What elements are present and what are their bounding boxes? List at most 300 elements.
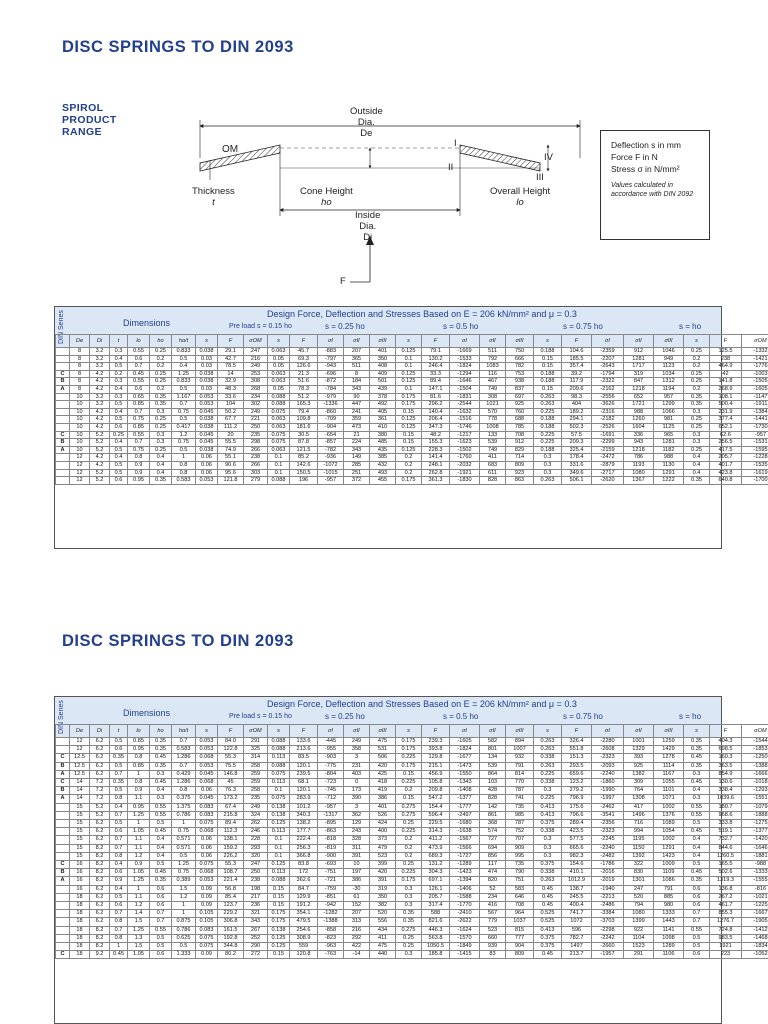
table-cell: 7.2 xyxy=(90,787,110,795)
table-cell: 0.55 xyxy=(684,926,710,934)
table-cell: 18 xyxy=(70,951,90,959)
table-cell: 322 xyxy=(624,861,654,869)
table-cell: 362.6 xyxy=(290,877,318,885)
series-cell xyxy=(56,416,70,424)
table-cell: 21.3 xyxy=(290,370,318,378)
table-cell: 0.413 xyxy=(534,803,562,811)
table-cell: 386 xyxy=(370,795,396,803)
table-cell: 492 xyxy=(370,401,396,409)
table-cell: -1551 xyxy=(742,795,768,803)
table-cell: 988 xyxy=(624,408,654,416)
table-cell: 154.6 xyxy=(562,861,592,869)
table-cell: 0.2 xyxy=(396,852,422,860)
table-cell: 0.6 xyxy=(110,869,128,877)
table-cell: 1021 xyxy=(480,401,506,409)
table-cell: 0.4 xyxy=(110,454,128,462)
table-cell: 0.225 xyxy=(534,431,562,439)
table-cell: 125.5 xyxy=(710,348,742,356)
series-cell xyxy=(56,393,70,401)
table-cell: 3.2 xyxy=(90,363,110,371)
table-cell: 55.1 xyxy=(218,454,244,462)
table-cell: 0.188 xyxy=(534,423,562,431)
table-cell: 0.2 xyxy=(684,355,710,363)
table-cell: 6.2 xyxy=(90,820,110,828)
table-cell: 411 xyxy=(480,454,506,462)
table-cell: 0.6 xyxy=(684,893,710,901)
table-cell: 50.2 xyxy=(218,408,244,416)
series-cell xyxy=(56,401,70,409)
table-cell: 0.113 xyxy=(268,779,290,787)
table-cell: -721 xyxy=(318,877,344,885)
table-cell: 226.2 xyxy=(218,852,244,860)
table-cell: 0.15 xyxy=(396,795,422,803)
table-cell: 0.2 xyxy=(396,454,422,462)
table-cell: -1217 xyxy=(450,431,480,439)
table-cell: -1830 xyxy=(450,477,480,485)
table-cell: 0.06 xyxy=(196,469,218,477)
table-cell: 14 xyxy=(218,370,244,378)
table-cell: 78.3 xyxy=(290,385,318,393)
table-cell: 0.2 xyxy=(150,385,172,393)
table-cell: 293.5 xyxy=(562,762,592,770)
table-cell: 912 xyxy=(506,439,534,447)
table-cell: 1291 xyxy=(654,469,684,477)
table-cell: 741.7 xyxy=(562,910,592,918)
table-cell: 1.5 xyxy=(128,943,150,951)
table-cell: -759 xyxy=(318,885,344,893)
series-cell xyxy=(56,926,70,934)
table-cell: -2245 xyxy=(592,836,624,844)
table-cell: 12 xyxy=(70,738,90,746)
table-cell: 0.083 xyxy=(196,811,218,819)
table-cell: 1.05 xyxy=(128,951,150,959)
table-cell: 252 xyxy=(244,934,268,942)
table-cell: -2093 xyxy=(592,762,624,770)
table-cell: -904 xyxy=(318,423,344,431)
table-cell: 523 xyxy=(480,926,506,934)
table-cell: 502.3 xyxy=(562,423,592,431)
table-cell: 0.038 xyxy=(196,423,218,431)
table-cell: 20 xyxy=(218,431,244,439)
series-cell xyxy=(56,902,70,910)
table-cell: 267.2 xyxy=(710,893,742,901)
table-cell: 0.9 xyxy=(128,787,150,795)
column-header: σIII xyxy=(370,335,396,348)
table-cell: 258 xyxy=(244,787,268,795)
table-cell: 0.09 xyxy=(196,902,218,910)
table-cell: 724.8 xyxy=(710,926,742,934)
table-cell: 932 xyxy=(506,754,534,762)
table-cell: -1824 xyxy=(450,746,480,754)
table-cell: -1293 xyxy=(742,787,768,795)
table-cell: 354.1 xyxy=(290,910,318,918)
table-cell: 161.5 xyxy=(218,926,244,934)
table-cell: 250 xyxy=(244,423,268,431)
table-cell: 0.7 xyxy=(150,918,172,926)
table-cell: 205.7 xyxy=(710,454,742,462)
table-cell: -851 xyxy=(318,893,344,901)
table-cell: 165.3 xyxy=(290,401,318,409)
table-cell: 787 xyxy=(506,820,534,828)
table-cell: -1336 xyxy=(318,401,344,409)
table-cell: -2482 xyxy=(592,852,624,860)
table-cell: -857 xyxy=(318,439,344,447)
table-cell: 0.25 xyxy=(684,348,710,356)
table-cell: 78.5 xyxy=(218,363,244,371)
series-cell xyxy=(56,477,70,485)
table-cell: 0.175 xyxy=(396,393,422,401)
range-line: RANGE xyxy=(62,126,102,138)
table-cell: 782 xyxy=(506,363,534,371)
units-legend xyxy=(600,130,710,240)
column-header: F xyxy=(562,725,592,738)
column-header: ho/t xyxy=(172,335,196,348)
table-cell: 405 xyxy=(370,408,396,416)
table-cell: 83.8 xyxy=(290,861,318,869)
table-cell: 84.0 xyxy=(218,738,244,746)
table-cell: 292 xyxy=(344,934,370,942)
table-cell: 0.113 xyxy=(268,828,290,836)
table-cell: 0.3 xyxy=(110,348,128,356)
table-cell: 141.8 xyxy=(710,378,742,386)
table-cell: 0.95 xyxy=(128,477,150,485)
column-header: s xyxy=(684,725,710,738)
table-cell: -1018 xyxy=(742,779,768,787)
table-cell: 178.4 xyxy=(562,454,592,462)
table-cell: 7.2 xyxy=(90,779,110,787)
table-cell: 0.4 xyxy=(684,454,710,462)
table-cell: -1700 xyxy=(742,477,768,485)
table-cell: 894 xyxy=(506,738,534,746)
table-cell: -2316 xyxy=(592,408,624,416)
table-cell: 1066 xyxy=(654,408,684,416)
table-cell: 1.2 xyxy=(128,852,150,860)
table-cell: 0.4 xyxy=(110,803,128,811)
table-cell: 0.375 xyxy=(534,934,562,942)
table-cell: 0.075 xyxy=(268,431,290,439)
table-cell: 0.3 xyxy=(150,770,172,778)
table-cell: 1392 xyxy=(624,852,654,860)
table-cell: 18 xyxy=(70,943,90,951)
series-cell xyxy=(56,934,70,942)
table-cell: 982.3 xyxy=(562,852,592,860)
table-cell: -1666 xyxy=(742,770,768,778)
table-cell: 138.2 xyxy=(290,820,318,828)
table-cell: -1990 xyxy=(592,787,624,795)
table-cell: 142.6 xyxy=(290,461,318,469)
table-cell: 359 xyxy=(344,416,370,424)
table-cell: 1046 xyxy=(654,348,684,356)
table-cell: 32.9 xyxy=(218,378,244,386)
table-cell: 62.6 xyxy=(710,431,742,439)
column-header: s xyxy=(684,335,710,348)
table-cell: 3 xyxy=(344,803,370,811)
table-cell: 138.7 xyxy=(562,885,592,893)
table-cell: 0.3 xyxy=(534,454,562,462)
table-cell: 45 xyxy=(218,779,244,787)
table-row xyxy=(56,795,768,803)
table-cell: 1055 xyxy=(654,779,684,787)
series-cell: B xyxy=(56,787,70,795)
table-cell: -1333 xyxy=(742,869,768,877)
table-cell: -1595 xyxy=(742,446,768,454)
table-cell: 150.5 xyxy=(290,469,318,477)
table-row xyxy=(56,943,768,951)
table-cell: 90 xyxy=(344,393,370,401)
table-cell: 0.85 xyxy=(128,401,150,409)
table-cell: 401 xyxy=(370,348,396,356)
table-cell: 340.3 xyxy=(290,811,318,819)
table-cell: 122.8 xyxy=(218,746,244,754)
series-cell: A xyxy=(56,446,70,454)
table-cell: 0.338 xyxy=(534,869,562,877)
table-cell: 343 xyxy=(344,385,370,393)
table-cell: 1.3 xyxy=(128,934,150,942)
table-cell: 0.1 xyxy=(268,461,290,469)
column-header: F xyxy=(218,335,244,348)
table-cell: 101.2 xyxy=(290,803,318,811)
table-cell: 0.06 xyxy=(196,844,218,852)
table-cell: 949 xyxy=(654,355,684,363)
table-cell: 520 xyxy=(624,893,654,901)
table-cell: 660 xyxy=(480,934,506,942)
table-cell: 228 xyxy=(244,836,268,844)
table-cell: 247 xyxy=(244,348,268,356)
table-cell: -1957 xyxy=(592,951,624,959)
table-cell: 1497 xyxy=(562,943,592,951)
table-cell: -3703 xyxy=(592,918,624,926)
table-cell: 0.7 xyxy=(110,910,128,918)
table-cell: 0.068 xyxy=(196,869,218,877)
table-cell: 0.25 xyxy=(684,423,710,431)
table-cell: 308 xyxy=(244,378,268,386)
table-row xyxy=(56,910,768,918)
table-cell: 1001 xyxy=(624,738,654,746)
table-cell: 350 xyxy=(370,355,396,363)
series-cell xyxy=(56,469,70,477)
table-cell: 15 xyxy=(70,844,90,852)
table-cell: -1760 xyxy=(450,454,480,462)
table-cell: 0.7 xyxy=(150,910,172,918)
column-header: s xyxy=(396,725,422,738)
table-cell: 228.3 xyxy=(422,446,450,454)
table-cell: -709 xyxy=(318,416,344,424)
table-cell: -2472 xyxy=(592,454,624,462)
table-cell: 10 xyxy=(70,446,90,454)
table-cell: -1794 xyxy=(592,370,624,378)
table-cell: 16 xyxy=(70,869,90,877)
table-cell: 6.2 xyxy=(90,770,110,778)
table-cell: 361.3 xyxy=(422,477,450,485)
table-cell: 0.1 xyxy=(396,385,422,393)
table-cell: -895 xyxy=(318,820,344,828)
table-cell: 249 xyxy=(344,738,370,746)
table-cell: 909 xyxy=(506,844,534,852)
table-cell: 12 xyxy=(70,477,90,485)
table-cell: 8 xyxy=(70,378,90,386)
table-cell: 432 xyxy=(370,461,396,469)
table-cell: 925 xyxy=(624,762,654,770)
table-cell: 386 xyxy=(344,877,370,885)
table-cell: 0.4 xyxy=(150,469,172,477)
table-cell: 0.55 xyxy=(150,811,172,819)
table-cell: -1317 xyxy=(318,811,344,819)
table-cell: 420 xyxy=(370,762,396,770)
table-cell: 0.038 xyxy=(196,378,218,386)
table-cell: 0.5 xyxy=(150,934,172,942)
table-cell: 1.1 xyxy=(128,795,150,803)
table-cell: 611 xyxy=(480,469,506,477)
range-line: PRODUCT xyxy=(62,114,117,126)
table-cell: -1550 xyxy=(450,770,480,778)
table-cell: 0.15 xyxy=(268,893,290,901)
table-cell: 782.7 xyxy=(562,934,592,942)
table-cell: 372 xyxy=(344,477,370,485)
table-cell: 160.3 xyxy=(710,754,742,762)
table-cell: 0.375 xyxy=(172,795,196,803)
table-cell: 464.9 xyxy=(710,363,742,371)
table-cell: 0.3 xyxy=(150,408,172,416)
table-cell: 0.5 xyxy=(684,861,710,869)
table-cell: 1123 xyxy=(654,363,684,371)
table-cell: 652.1 xyxy=(710,423,742,431)
table-cell: 1.2 xyxy=(172,893,196,901)
dimensions-label: Dimensions xyxy=(123,318,171,328)
table-cell: 0.35 xyxy=(150,877,172,885)
table-cell: 964 xyxy=(506,910,534,918)
table-cell: -2032 xyxy=(450,461,480,469)
table-cell: 373 xyxy=(370,836,396,844)
table-cell: 0.25 xyxy=(150,348,172,356)
om-label: OM xyxy=(222,144,239,155)
outside-dia-label: Outside Dia. De xyxy=(350,106,383,139)
table-cell: 229.2 xyxy=(218,910,244,918)
table-cell: 0.35 xyxy=(150,401,172,409)
table-cell: -1294 xyxy=(450,370,480,378)
table-cell: 0.25 xyxy=(396,943,422,951)
table-cell: 10 xyxy=(344,861,370,869)
table-cell: -2556 xyxy=(592,393,624,401)
table-cell: -3541 xyxy=(592,811,624,819)
table-cell: 401 xyxy=(370,803,396,811)
column-header: s xyxy=(268,335,290,348)
table-cell: 0.4 xyxy=(150,461,172,469)
table-cell: 0.045 xyxy=(196,795,218,803)
table-cell: -1905 xyxy=(742,918,768,926)
table-cell: 12 xyxy=(70,454,90,462)
table-cell: 79.4 xyxy=(290,408,318,416)
table-cell: 1382 xyxy=(624,770,654,778)
table-cell: 320 xyxy=(244,852,268,860)
table-cell: 0.053 xyxy=(196,477,218,485)
table-cell: 259 xyxy=(244,770,268,778)
table-cell: 0.1 xyxy=(268,852,290,860)
table-cell: -1623 xyxy=(450,439,480,447)
table-cell: 1218 xyxy=(624,385,654,393)
table-cell: 1281 xyxy=(624,355,654,363)
roman-iii-label: III xyxy=(536,172,544,183)
table-cell: 1399 xyxy=(624,918,654,926)
series-cell xyxy=(56,828,70,836)
table-cell: 0.038 xyxy=(196,370,218,378)
table-cell: 0.3 xyxy=(534,787,562,795)
product-range-label xyxy=(62,102,117,138)
table-cell: 1009 xyxy=(654,861,684,869)
table-cell: 185.8 xyxy=(422,951,450,959)
table-cell: 1.286 xyxy=(172,754,196,762)
table-cell: 707 xyxy=(506,836,534,844)
table-cell: 0.2 xyxy=(396,836,422,844)
table-cell: 0.5 xyxy=(110,416,128,424)
table-cell: 1 xyxy=(128,820,150,828)
table-cell: 423.8 xyxy=(710,469,742,477)
table-cell: 8.2 xyxy=(90,877,110,885)
table-cell: 0.45 xyxy=(534,951,562,959)
table-cell: 317.4 xyxy=(422,902,450,910)
table-cell: 943 xyxy=(624,439,654,447)
table-cell: -1588 xyxy=(450,893,480,901)
table-cell: 0.4 xyxy=(684,787,710,795)
table-cell: 328 xyxy=(344,836,370,844)
table-cell: 0.5 xyxy=(110,893,128,901)
table-cell: 511 xyxy=(480,348,506,356)
table-cell: 750 xyxy=(506,348,534,356)
table-cell: 121.5 xyxy=(290,446,318,454)
force-label: F xyxy=(340,276,346,287)
table-cell: 526 xyxy=(370,811,396,819)
table-cell: 15 xyxy=(70,836,90,844)
table-cell: 0.125 xyxy=(396,446,422,454)
table-cell: 0.525 xyxy=(534,910,562,918)
table-cell: 238 xyxy=(244,454,268,462)
table-cell: -1777 xyxy=(450,803,480,811)
column-header: F xyxy=(422,335,450,348)
table-cell: 400.4 xyxy=(562,902,592,910)
group-075-label: s = 0.75 ho xyxy=(563,712,603,721)
table-cell: 688 xyxy=(506,416,534,424)
table-cell: -723 xyxy=(318,779,344,787)
table-cell: 131.2 xyxy=(422,861,450,869)
table-cell: 741 xyxy=(506,795,534,803)
table-cell: 777 xyxy=(506,934,534,942)
table-cell: 0.7 xyxy=(128,363,150,371)
table-cell: 326.4 xyxy=(562,738,592,746)
table-cell: 0.571 xyxy=(172,836,196,844)
column-header: σI xyxy=(450,725,480,738)
table-cell: 994 xyxy=(624,828,654,836)
table-cell: 697 xyxy=(506,393,534,401)
table-cell: 0.175 xyxy=(396,762,422,770)
table-cell: -804 xyxy=(318,770,344,778)
column-header: σIII xyxy=(370,725,396,738)
table-cell: 0.175 xyxy=(396,877,422,885)
left-section xyxy=(200,145,280,171)
table-cell: 1278 xyxy=(654,754,684,762)
table-cell: 259 xyxy=(244,779,268,787)
table-row xyxy=(56,393,768,401)
table-cell: 447 xyxy=(344,401,370,409)
table-cell: -1849 xyxy=(450,943,480,951)
series-cell xyxy=(56,844,70,852)
table-cell: 0.4 xyxy=(150,852,172,860)
table-cell: 298 xyxy=(244,439,268,447)
series-cell: C xyxy=(56,861,70,869)
table-cell: 689.3 xyxy=(422,852,450,860)
table-cell: 732.7 xyxy=(710,836,742,844)
table-cell: 0.25 xyxy=(150,416,172,424)
table-cell: -445 xyxy=(318,738,344,746)
table-cell: 0.075 xyxy=(268,408,290,416)
